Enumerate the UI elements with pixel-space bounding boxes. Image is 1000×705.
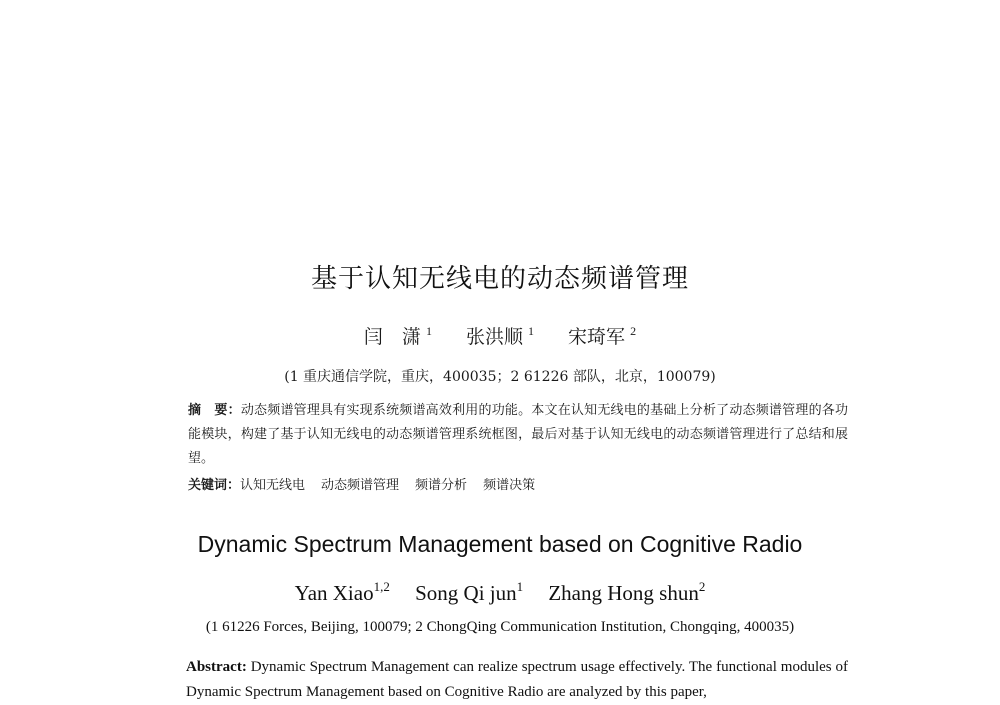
chinese-authors	[0, 322, 1000, 349]
chinese-abstract-text: 动态频谱管理具有实现系统频谱高效利用的功能。本文在认知无线电的基础上分析了动态频谱管理的各功能模块，构建了基于认知无线电的动态频谱管理系统框图，最后对基于认知无线电的动态频谱管理进行了总结和展望。	[188, 403, 848, 466]
english-title: Dynamic Spectrum Management based on Cognitive Radio	[197, 531, 803, 557]
english-author-affil-mark: 1	[516, 579, 524, 594]
english-affiliation: (1 61226 Forces, Beijing, 100079; 2 ChongQing Communication Institution, Chongqing, 400035)	[205, 619, 795, 635]
chinese-author	[364, 326, 432, 348]
english-abstract-label: Abstract:	[186, 659, 247, 675]
english-author-name: Zhang Hong shun	[548, 581, 699, 605]
english-author-name: Yan Xiao	[294, 581, 374, 605]
english-authors	[0, 579, 1000, 606]
chinese-author-affil-mark: 2	[630, 324, 637, 338]
chinese-author	[568, 326, 636, 348]
english-author	[548, 581, 705, 605]
chinese-title: 基于认知无线电的动态频谱管理	[310, 264, 689, 294]
english-author-affil-mark: 1,2	[373, 579, 390, 594]
english-author-affil-mark: 2	[698, 579, 706, 594]
chinese-abstract	[188, 399, 848, 471]
keyword: 认知无线电	[240, 478, 306, 493]
chinese-keywords-label: 关键词：	[188, 478, 241, 493]
chinese-author-name: 闫 潇	[363, 326, 421, 348]
chinese-author-name: 宋琦军	[568, 326, 626, 348]
chinese-author	[466, 326, 534, 348]
chinese-keywords	[188, 474, 848, 498]
chinese-author-name: 张洪顺	[465, 326, 523, 348]
english-author	[415, 581, 523, 605]
keyword: 频谱分析	[415, 478, 468, 493]
english-abstract	[186, 655, 848, 705]
chinese-abstract-label: 摘 要：	[188, 403, 241, 418]
english-author	[295, 581, 390, 605]
chinese-author-affil-mark: 1	[528, 324, 534, 338]
english-abstract-text: Dynamic Spectrum Management can realize spectrum usage effectively. The functional modules of Dynamic Spectrum Management based on Cognitive Radio are analyzed by this paper,	[186, 659, 848, 700]
chinese-author-affil-mark: 1	[425, 324, 432, 338]
english-author-name: Song Qi jun	[415, 581, 517, 605]
chinese-affiliation: (1 重庆通信学院，重庆，400035；2 61226 部队，北京，100079)	[284, 369, 716, 385]
keyword: 动态频谱管理	[321, 478, 400, 493]
keyword: 频谱决策	[483, 478, 536, 493]
